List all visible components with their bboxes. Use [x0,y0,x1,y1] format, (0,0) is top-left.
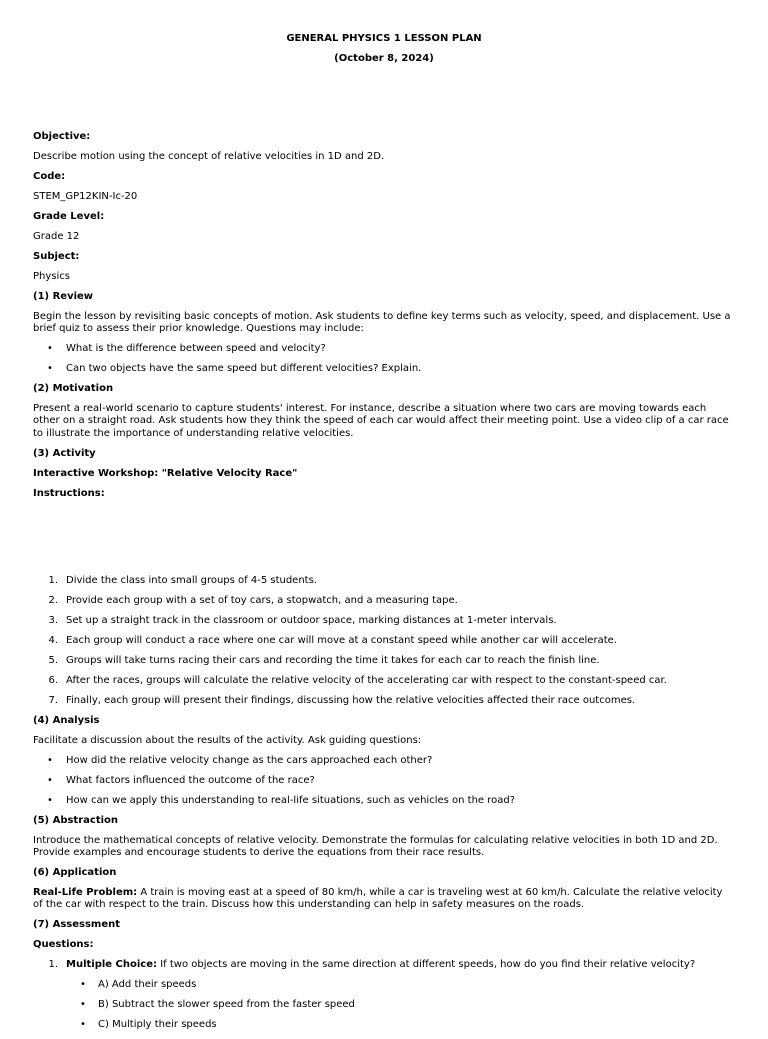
instructions-label: Instructions: [33,488,105,499]
list-item: • What factors influenced the outcome of the race? [33,775,735,795]
subject-text: Physics [33,271,70,282]
code-text: STEM_GP12KIN-Ic-20 [33,191,138,202]
list-item: 1. Multiple Choice: If two objects are moving in the same direction at different speeds, how do you find their relative velocity? [48,959,696,970]
list-item: 1. Divide the class into small groups of 4-5 students. [48,575,317,586]
analysis-intro: Facilitate a discussion about the results of the activity. Ask guiding questions: [33,735,422,746]
real-life-problem-label: Real-Life Problem: [33,887,138,898]
list-item: 4. Each group will conduct a race where one car will move at a constant speed while another car will accelerate. [48,635,617,646]
question-text: If two objects are moving in the same direction at different speeds, how do you find their relative velocity? [157,959,696,970]
list-item: • Can two objects have the same speed but different velocities? Explain. [33,363,735,383]
list-item: • C) Multiply their speeds [33,1019,735,1039]
step-text: Finally, each group will present their findings, discussing how the relative velocities affected their race outcomes. [66,695,636,706]
document-date: (October 8, 2024) [334,53,434,64]
questions-label: Questions: [33,939,94,950]
application-line [33,887,735,899]
subject-section [33,251,735,271]
motivation-line: other on a straight road. Ask students how they think the speed of each car would affect their meeting point. Use a video clip of a car race [33,415,729,427]
list-item: 6. After the races, groups will calculate the relative velocity of the accelerating car with respect to the constant-speed car. [48,675,667,686]
list-item: • How can we apply this understanding to real-life situations, such as vehicles on the road? [33,795,735,815]
objective-text: Describe motion using the concept of relative velocities in 1D and 2D. [33,151,385,162]
instructions-row [33,488,735,575]
questions-label-row [33,939,735,959]
review-heading-row [33,291,735,311]
list-item: • A) Add their speeds [33,979,735,999]
abstraction-heading-row [33,815,735,835]
abstraction-heading: (5) Abstraction [33,815,119,826]
analysis-heading: (4) Analysis [33,715,100,726]
application-heading-row [33,867,735,887]
application-line: of the car with respect to the train. Discuss how this understanding can help in safety measures on the roads. [33,899,585,911]
motivation-line: to illustrate the importance of understanding relative velocities. [33,427,354,439]
abstraction-line: Provide examples and encourage students to derive the equations from their race results. [33,847,485,859]
analysis-intro-row [33,735,735,755]
subject-label: Subject: [33,251,80,262]
list-item: 5. Groups will take turns racing their cars and recording the time it takes for each car to reach the finish line. [48,655,600,666]
code-section [33,171,735,191]
multiple-choice-label: Multiple Choice: [66,959,158,970]
motivation-heading-row [33,383,735,403]
grade-section [33,211,735,231]
review-paragraph [33,311,735,343]
step-text: Groups will take turns racing their cars and recording the time it takes for each car to reach the finish line. [66,655,600,666]
workshop-title-row [33,468,735,488]
step-text: Set up a straight track in the classroom or outdoor space, marking distances at 1-meter intervals. [66,615,557,626]
grade-label: Grade Level: [33,211,105,222]
motivation-heading: (2) Motivation [33,383,114,394]
grade-text: Grade 12 [33,231,80,242]
list-item: 2. Provide each group with a set of toy cars, a stopwatch, and a measuring tape. [48,595,458,606]
code-value [33,191,735,211]
assessment-heading-row [33,919,735,939]
workshop-title: Interactive Workshop: "Relative Velocity Race" [33,468,298,479]
list-item: • B) Subtract the slower speed from the faster speed [33,999,735,1019]
analysis-question-list [33,755,735,815]
review-line: Begin the lesson by revisiting basic concepts of motion. Ask students to define key terms such as velocity, speed, and displacement. Use a [33,311,731,322]
activity-heading-row [33,448,735,468]
list-item: • How did the relative velocity change as the cars approached each other? [33,755,735,775]
application-paragraph [33,887,735,919]
abstraction-line: Introduce the mathematical concepts of relative velocity. Demonstrate the formulas for calculating relative velocities in both 1D and 2D. [33,835,718,846]
analysis-heading-row [33,715,735,735]
list-item: 7. Finally, each group will present their findings, discussing how the relative velocities affected their race outcomes. [48,695,636,706]
objective-value [33,151,735,171]
objective-section [33,131,735,151]
activity-heading: (3) Activity [33,448,96,459]
assessment-heading: (7) Assessment [33,919,121,930]
answer-options-list [33,979,735,1039]
list-item: 3. Set up a straight track in the classroom or outdoor space, marking distances at 1-meter intervals. [48,615,557,626]
abstraction-paragraph [33,835,735,867]
review-question-list [33,343,735,383]
step-text: Provide each group with a set of toy cars, a stopwatch, and a measuring tape. [66,595,458,606]
code-label: Code: [33,171,66,182]
review-line: brief quiz to assess their prior knowledge. Questions may include: [33,323,364,335]
grade-value [33,231,735,251]
subject-value [33,271,735,291]
motivation-paragraph [33,403,735,448]
motivation-line: Present a real-world scenario to capture students' interest. For instance, describe a situation where two cars are moving towards each [33,403,707,414]
document-body [33,131,735,1039]
step-text: After the races, groups will calculate the relative velocity of the accelerating car with respect to the constant-speed car. [66,675,667,686]
document-title: GENERAL PHYSICS 1 LESSON PLAN [286,33,482,44]
application-heading: (6) Application [33,867,117,878]
list-item: • What is the difference between speed and velocity? [33,343,735,363]
assessment-question-list [33,959,735,979]
application-text: A train is moving east at a speed of 80 km/h, while a car is traveling west at 60 km/h. Calculate the relative velocity [137,887,723,898]
step-text: Divide the class into small groups of 4-5 students. [66,575,317,586]
review-heading: (1) Review [33,291,94,302]
objective-label: Objective: [33,131,91,142]
step-text: Each group will conduct a race where one car will move at a constant speed while another car will accelerate. [66,635,617,646]
activity-steps-list [33,575,735,715]
